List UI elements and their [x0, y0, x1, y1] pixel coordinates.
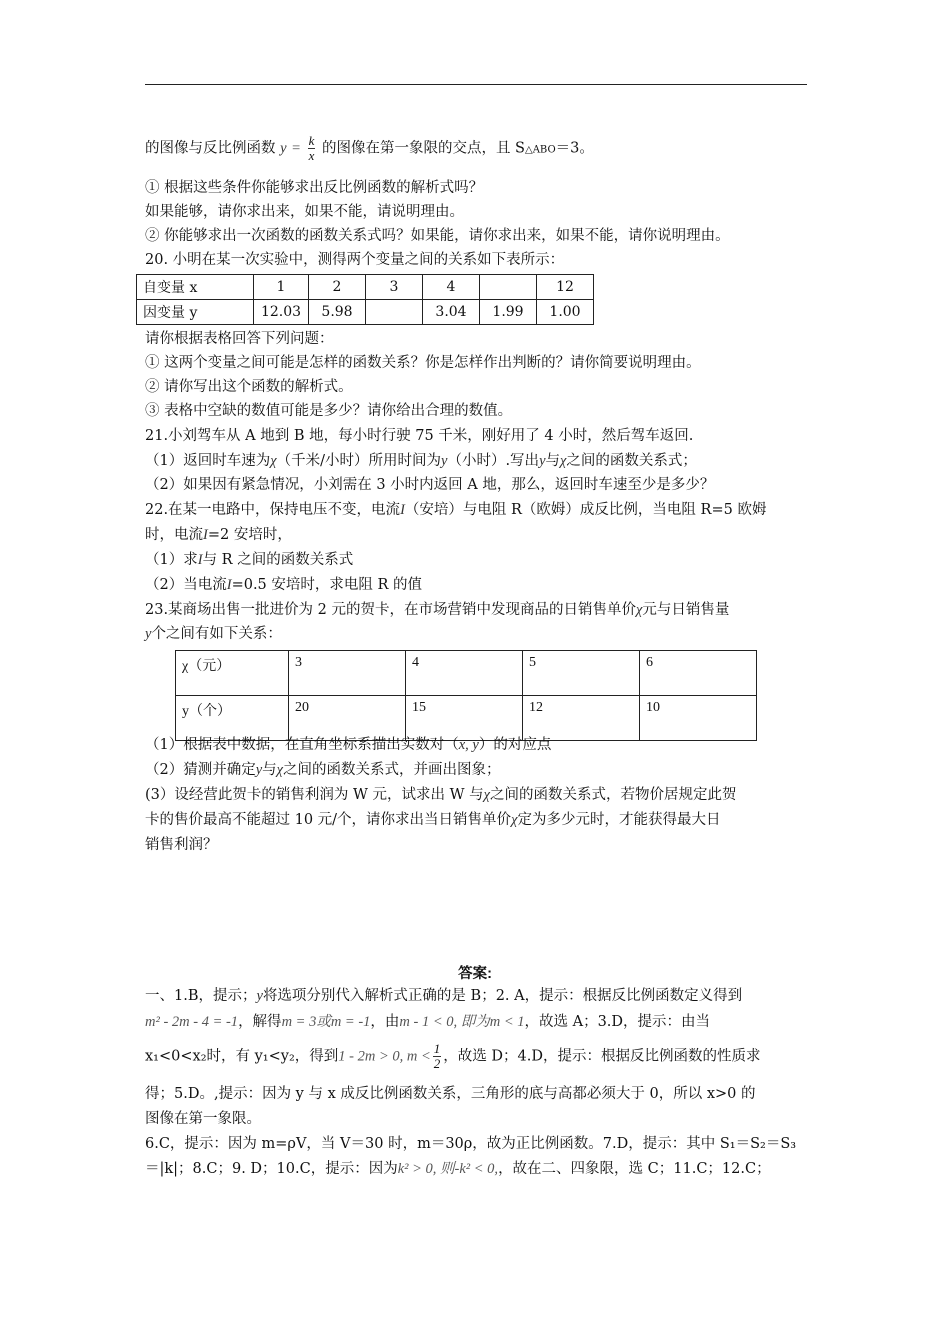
text: （2）当电流: [145, 577, 227, 593]
text: （2）猜测并确定: [145, 762, 256, 778]
q23-line: 销售利润？: [145, 837, 218, 853]
fraction-numerator: 1: [433, 1041, 441, 1056]
table-cell: 12.03: [254, 300, 309, 325]
q23-line: [145, 623, 282, 645]
table-row: [176, 651, 757, 696]
math-expr: 1 - 2m > 0, m <: [338, 1048, 431, 1065]
math-expr: m² - 2m - 4 = -1: [145, 1014, 239, 1030]
table-cell: [366, 300, 423, 325]
q20-table: [136, 274, 594, 325]
math-var: y: [255, 762, 263, 778]
math-var: I: [197, 552, 203, 568]
math-expr: k² > 0, 则-k² < 0,: [397, 1161, 499, 1177]
table-cell: 4: [406, 651, 523, 696]
answer-line: 图像在第一象限。: [145, 1111, 261, 1127]
text: ，解得: [238, 1014, 282, 1030]
text: 将选项分别代入解析式正确的是 B；2. A，提示：根据反比例函数定义得到: [262, 988, 743, 1004]
text: 一、1.B，提示；: [145, 988, 257, 1004]
math-var: χ: [483, 787, 491, 803]
text: ，故选 A；3.D，提示：由当: [524, 1014, 711, 1030]
table-cell: [480, 275, 537, 300]
text: x₁<0<x₂时，有 y₁<y₂，得到: [145, 1048, 339, 1065]
q23-line: [145, 784, 737, 806]
q20-line: ② 请你写出这个函数的解析式。: [145, 379, 353, 395]
fraction-denominator: x: [308, 148, 315, 163]
math-var: χ: [511, 812, 518, 828]
answer-line: 6.C，提示：因为 m=ρV，当 V＝30 时，m＝30ρ，故为正比例函数。7.D，提示：其中 S₁＝S₂＝S₃: [145, 1136, 797, 1152]
header-rule: [145, 84, 807, 85]
fraction-numerator: k: [308, 133, 315, 148]
q20-line: ③ 表格中空缺的数值可能是多少？请你给出合理的数值。: [145, 403, 513, 419]
table-cell: 3: [366, 275, 423, 300]
text: ，故选 D；4.D，提示：根据反比例函数的性质求: [443, 1048, 761, 1065]
q22-line: [145, 499, 766, 521]
math-eq: =: [291, 140, 301, 157]
math-var: y: [539, 453, 546, 469]
text: （小时）.写出: [447, 453, 540, 469]
math-var: χ: [560, 453, 567, 469]
table-cell: 15: [406, 696, 523, 741]
text: 与: [545, 453, 560, 469]
table-cell: χ（元）: [176, 651, 289, 696]
text: 卡的售价最高不能超过 10 元/个，请你求出当日销售单价: [145, 812, 512, 828]
answer-line: [145, 1011, 710, 1033]
q22-line: [145, 524, 292, 546]
text: （1）返回时车速为: [145, 453, 271, 469]
intro-text: 的图像与反比例函数: [145, 140, 276, 157]
answer-line: 得；5.D。,提示：因为 y 与 x 成反比例函数关系，三角形的底与高都必须大于 0，所以 x>0 的: [145, 1086, 756, 1102]
text: 时，电流: [145, 527, 203, 543]
fraction-k-over-x: [308, 134, 316, 163]
intro-text: 的图像在第一象限的交点，且 S: [321, 140, 525, 157]
math-var: χ: [270, 453, 277, 469]
answers-title: 答案:: [458, 966, 492, 982]
text: （千米/小时）所用时间为: [276, 453, 442, 469]
table-cell: 2: [309, 275, 366, 300]
table-cell: 20: [289, 696, 406, 741]
text: 之间的函数关系式；: [566, 453, 697, 469]
text: 23.某商场出售一批进价为 2 元的贺卡，在市场营销中发现商品的日销售单价: [145, 602, 637, 618]
fraction-one-half: [433, 1042, 442, 1071]
text: 定为多少元时，才能获得最大日: [517, 812, 721, 828]
table-cell: 1: [254, 275, 309, 300]
math-expr: m = 3或m = -1: [281, 1014, 371, 1030]
text: ）的对应点: [478, 737, 552, 753]
text: （安培）与电阻 R（欧姆）成反比例，当电阻 R=5 欧姆: [404, 502, 767, 518]
subscript: △ABO: [525, 144, 556, 156]
q20-line: 请你根据表格回答下列问题：: [145, 331, 334, 347]
q21-line: （2）如果因有紧急情况，小刘需在 3 小时内返回 A 地，那么，返回时车速至少是多少？: [145, 477, 715, 493]
text: ，由: [370, 1014, 400, 1030]
math-var: χ: [636, 602, 643, 618]
text: =2 安培时，: [207, 527, 292, 543]
q23-line: [145, 734, 551, 756]
q19-line: 如果能够，请你求出来，如果不能，请说明理由。: [145, 204, 464, 220]
table-cell: 1.99: [480, 300, 537, 325]
table-cell: 1.00: [537, 300, 594, 325]
fraction-denominator: 2: [433, 1056, 441, 1071]
q23-line: [145, 809, 720, 831]
table-cell: 5.98: [309, 300, 366, 325]
math-var: y: [280, 140, 287, 157]
table-cell: 4: [423, 275, 480, 300]
q19-line: ① 根据这些条件你能够求出反比例函数的解析式吗？: [145, 180, 484, 196]
text: 之间的函数关系式，若物价居规定此贺: [490, 787, 737, 803]
intro-line: [145, 134, 594, 163]
math-var: I: [226, 577, 232, 593]
intro-text: ＝3。: [555, 140, 594, 157]
text: （1）求: [145, 552, 198, 568]
answer-line: [145, 1158, 771, 1180]
text: 与: [262, 762, 277, 778]
text: (3）设经营此贺卡的销售利润为 W 元，试求出 W 与: [145, 787, 484, 803]
math-var: y: [256, 988, 263, 1004]
table-cell: 因变量 y: [137, 300, 254, 325]
math-expr: m - 1 < 0, 即为m < 1: [399, 1014, 525, 1030]
math-var: y: [441, 453, 448, 469]
table-cell: 3: [289, 651, 406, 696]
table-cell: 10: [640, 696, 757, 741]
table-cell: 12: [523, 696, 640, 741]
text: ＝|k|；8.C；9. D；10.C，提示：因为: [145, 1161, 398, 1177]
math-var: I: [400, 502, 405, 518]
q19-line: ② 你能够求出一次函数的函数关系式吗？如果能，请你求出来，如果不能，请你说明理由。: [145, 228, 730, 244]
q20-title: 20. 小明在某一次实验中，测得两个变量之间的关系如下表所示：: [145, 252, 565, 268]
q22-line: [145, 549, 353, 571]
q23-table: [175, 650, 757, 741]
math-var: y: [145, 626, 152, 642]
text: 之间的函数关系式，并画出图象；: [283, 762, 501, 778]
text: 元与日销售量: [642, 602, 730, 618]
text: 个之间有如下关系：: [151, 626, 282, 642]
math-var: χ: [276, 762, 284, 778]
table-cell: 自变量 x: [137, 275, 254, 300]
table-cell: 12: [537, 275, 594, 300]
table-cell: 3.04: [423, 300, 480, 325]
text: 与 R 之间的函数关系式: [202, 552, 354, 568]
text: 22.在某一电路中，保持电压不变，电流: [145, 502, 401, 518]
q22-line: [145, 574, 422, 596]
table-row: [137, 275, 594, 300]
text: ，故在二、四象限，选 C；11.C；12.C；: [498, 1161, 771, 1177]
table-cell: 6: [640, 651, 757, 696]
answer-line: [145, 1042, 760, 1071]
table-row: [137, 300, 594, 325]
math-var: I: [203, 527, 208, 543]
q23-line: [145, 599, 729, 621]
answer-line: [145, 985, 742, 1007]
text: =0.5 安培时，求电阻 R 的值: [231, 577, 423, 593]
q21-line: [145, 450, 697, 472]
q23-line: [145, 759, 501, 781]
table-cell: y（个）: [176, 696, 289, 741]
table-cell: 5: [523, 651, 640, 696]
q21-title: 21.小刘驾车从 A 地到 B 地，每小时行驶 75 千米，刚好用了 4 小时，然后驾车返回.: [145, 428, 694, 444]
math-var: x, y: [458, 737, 479, 753]
q20-line: ① 这两个变量之间可能是怎样的函数关系？你是怎样作出判断的？请你简要说明理由。: [145, 355, 701, 371]
text: （1）根据表中数据，在直角坐标系描出实数对（: [145, 737, 459, 753]
